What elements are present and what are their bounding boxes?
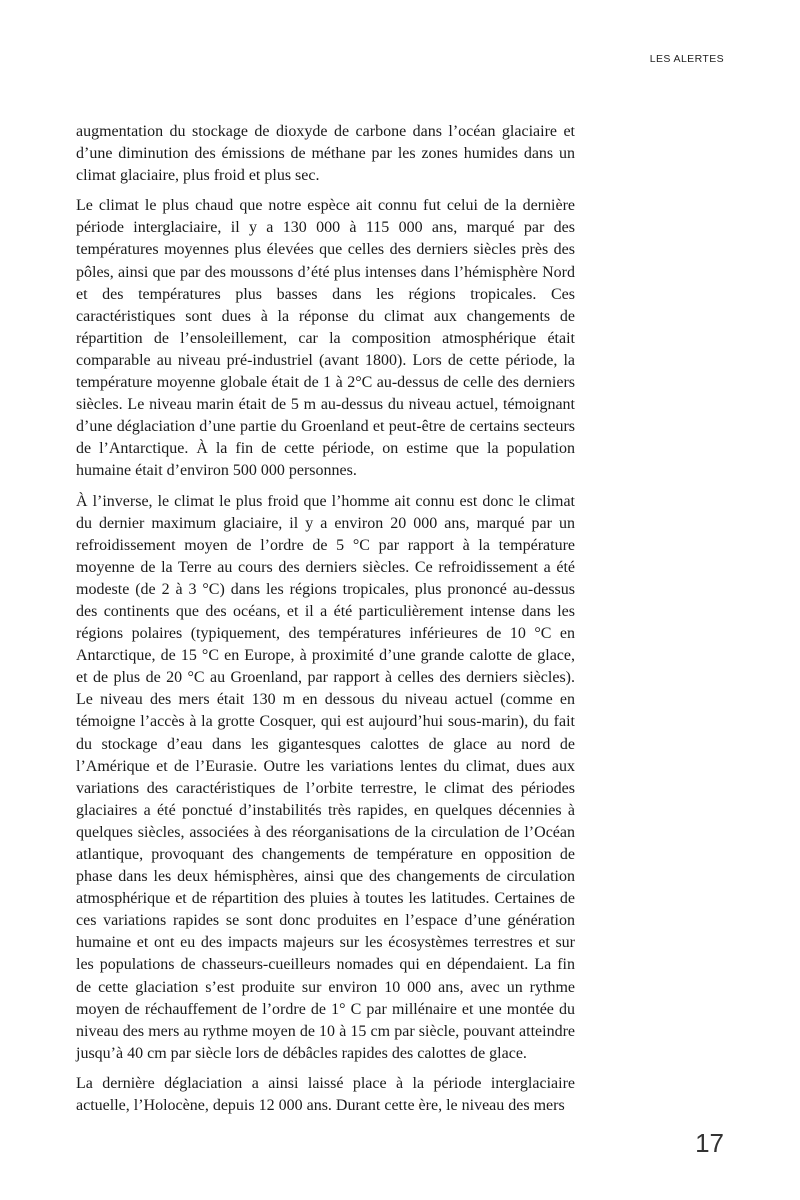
- running-header: LES ALERTES: [649, 53, 724, 65]
- body-text: [76, 121, 575, 1125]
- paragraph-2: Le climat le plus chaud que notre espèce ait connu fut celui de la dernière période interglaciaire, il y a 130 000 à 115 000 ans, marqué par des températures moyennes plus élevées que celles des derniers siècles près des pôles, ainsi que par des moussons d’été plus intenses dans l’hémisphère Nord et des températures plus basses dans les régions tropicales. Ces caractéristiques sont dues à la réponse du climat aux changements de répartition de l’ensoleillement, car la composition atmosphérique était comparable au niveau pré-industriel (avant 1800). Lors de cette période, la température moyenne globale était de 1 à 2°C au-dessus de celle des derniers siècles. Le niveau marin était de 5 m au-dessus du niveau actuel, témoignant d’une déglaciation d’une partie du Groenland et peut-être de certains secteurs de l’Antarctique. À la fin de cette période, on estime que la population humaine était d’environ 500 000 personnes.: [76, 197, 575, 480]
- paragraph-1: augmentation du stockage de dioxyde de carbone dans l’océan glaciaire et d’une diminution des émissions de méthane par les zones humides dans un climat glaciaire, plus froid et plus sec.: [76, 123, 575, 185]
- paragraph-3: À l’inverse, le climat le plus froid que l’homme ait connu est donc le climat du dernier maximum glaciaire, il y a environ 20 000 ans, marqué par un refroidissement moyen de l’ordre de 5 °C par rapport à la température moyenne de la Terre au cours des derniers siècles. Ce refroidissement a été modeste (de 2 à 3 °C) dans les régions tropicales, plus prononcé au-dessus des continents que des océans, et il a été particulièrement intense dans les régions polaires (typiquement, des températures inférieures de 10 °C en Antarctique, de 15 °C en Europe, à proximité d’une grande calotte de glace, et de plus de 20 °C au Groenland, par rapport à celles des derniers siècles). Le niveau des mers était 130 m en dessous du niveau actuel (comme en témoigne l’accès à la grotte Cosquer, qui est aujourd’hui sous-marin), du fait du stockage d’eau dans les gigantesques calottes de glace au nord de l’Amérique et de l’Eurasie. Outre les variations lentes du climat, dues aux variations des caractéristiques de l’orbite terrestre, le climat des périodes glaciaires a été ponctué d’instabilités très rapides, en quelques décennies à quelques siècles, associées à des réorganisations de la circulation de l’Océan atlantique, provoquant des changements de température en opposition de phase dans les deux hémisphères, ainsi que des changements de circulation atmosphérique et de répartition des pluies à toutes les latitudes. Certaines de ces variations rapides se sont donc produites en l’espace d’une génération humaine et ont eu des impacts majeurs sur les écosystèmes terrestres et sur les populations de chasseurs-cueilleurs nomades qui en dépendaient. La fin de cette glaciation s’est produite sur environ 10 000 ans, avec un rythme moyen de réchauffement de l’ordre de 1° C par millénaire et une montée du niveau des mers au rythme moyen de 10 à 15 cm par siècle, pouvant atteindre jusqu’à 40 cm par siècle lors de débâcles rapides des calottes de glace.: [76, 492, 575, 1062]
- page-number: 17: [695, 1128, 724, 1158]
- paragraph-4: La dernière déglaciation a ainsi laissé place à la période interglaciaire actuelle, l’Holocène, depuis 12 000 ans. Durant cette ère, le niveau des mers: [76, 1074, 575, 1115]
